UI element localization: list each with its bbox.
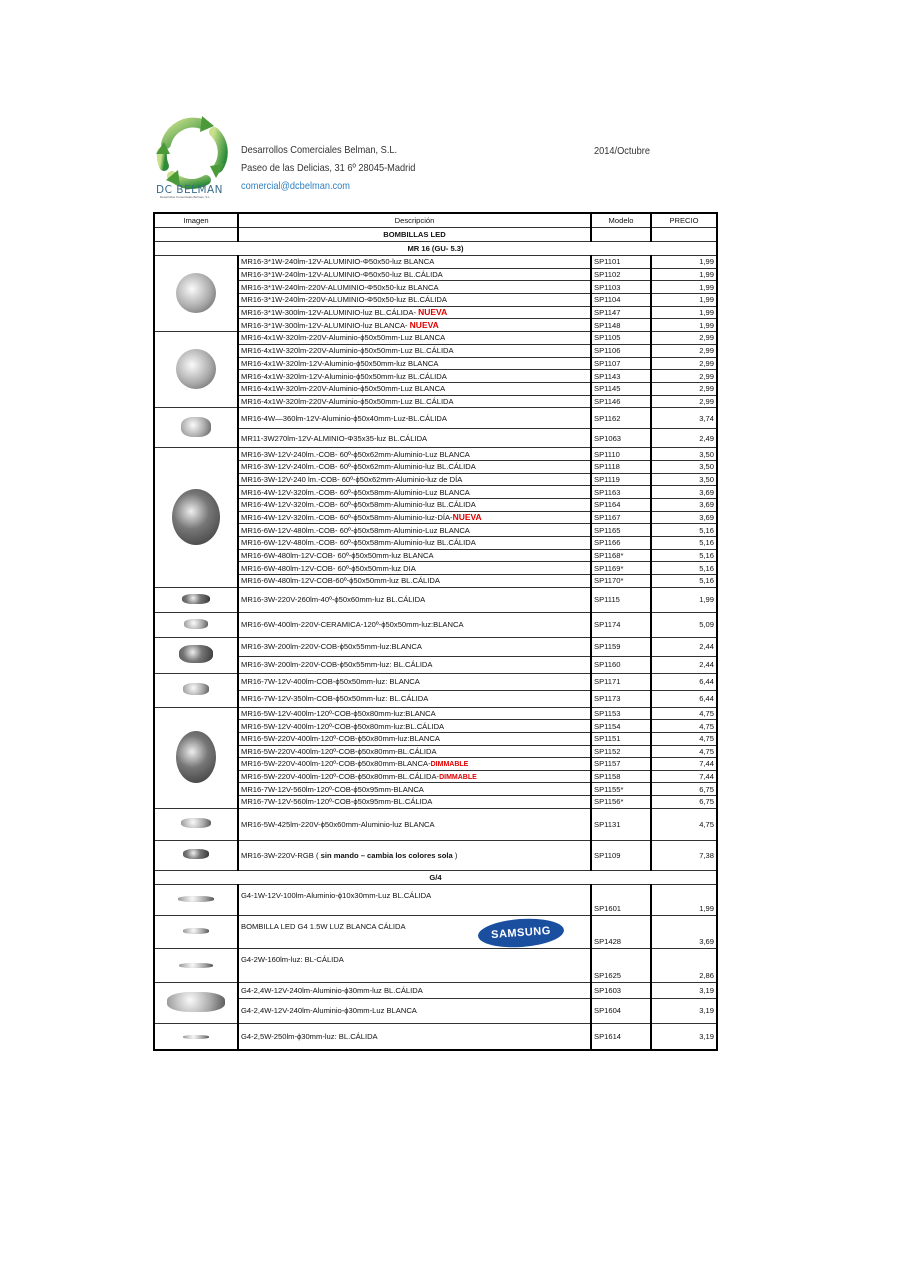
table-row [154, 690, 717, 707]
table-row [154, 344, 717, 357]
description-text: BOMBILLA LED G4 1.5W LUZ BLANCA CÁLIDA [241, 921, 406, 931]
product-description [238, 1023, 591, 1050]
product-description [238, 499, 591, 512]
product-model: SP1154 [591, 720, 651, 733]
product-description [238, 690, 591, 707]
company-name: Desarrollos Comerciales Belman, S.L. [241, 144, 398, 156]
description-text: MR16-3W-12V-240lm.-COB- 60º-ϕ50x62mm-Aluminio-luz BL.CÁLIDA [241, 462, 476, 472]
product-price: 7,44 [651, 770, 717, 783]
product-description [238, 840, 591, 870]
description-text: MR16-4x1W-320lm-220V-Aluminio-ϕ50x50mm-Luz BLANCA [241, 384, 446, 394]
table-row [154, 707, 717, 720]
table-row [154, 840, 717, 870]
product-price: 3,19 [651, 1023, 717, 1050]
section-row [154, 242, 717, 256]
table-row [154, 256, 717, 269]
description-text: MR16-3W-12V-240lm.-COB- 60º-ϕ50x62mm-Aluminio-Luz BLANCA [241, 449, 470, 459]
product-description [238, 408, 591, 429]
description-text: MR16-3*1W-240lm-12V-ALUMINIO-Φ50x50-luz BL.CÁLIDA [241, 270, 443, 280]
mr16-7w-bulb-image [183, 683, 209, 695]
description-text: MR16-6W-12V-480lm.-COB- 60º-ϕ50x58mm-Aluminio-luz BL.CÁLIDA [241, 538, 476, 548]
description-text: MR16-4W-12V-320lm.-COB- 60º-ϕ50x58mm-Aluminio-luz-DÍA- [241, 513, 453, 523]
product-model: SP1153 [591, 707, 651, 720]
product-model: SP1603 [591, 982, 651, 998]
product-price: 2,86 [651, 948, 717, 982]
mr16-5w-bulb-image [181, 818, 211, 828]
table-row [154, 884, 717, 915]
product-model: SP1119 [591, 473, 651, 486]
description-text: MR16-3W-200lm-220V-COB-ϕ50x55mm-luz:BLANCA [241, 642, 422, 652]
column-header-price: PRECIO [651, 213, 717, 228]
product-price: 3,50 [651, 473, 717, 486]
table-row [154, 524, 717, 537]
description-text: G4-2W-160lm-luz: BL-CÁLIDA [241, 954, 344, 964]
description-text: G4-2,4W-12V-240lm-Aluminio-ϕ30mm-luz BL.CÁLIDA [241, 985, 423, 995]
description-text: MR16-3*1W-240lm-12V-ALUMINIO-Φ50x50-luz BLANCA [241, 257, 435, 267]
product-model: SP1614 [591, 1023, 651, 1050]
product-model: SP1105 [591, 332, 651, 345]
product-description [238, 395, 591, 408]
table-row [154, 382, 717, 395]
description-text: MR16-6W-12V-480lm.-COB- 60º-ϕ50x58mm-Aluminio-Luz BLANCA [241, 525, 470, 535]
table-row [154, 795, 717, 808]
product-price: 3,19 [651, 982, 717, 998]
product-description [238, 268, 591, 281]
company-email[interactable]: comercial@dcbelman.com [241, 180, 351, 192]
table-row [154, 720, 717, 733]
product-model: SP1165 [591, 524, 651, 537]
product-price: 4,75 [651, 720, 717, 733]
table-row [154, 562, 717, 575]
product-description [238, 783, 591, 796]
description-bold-text: sin mando – cambia los colores sola [320, 850, 453, 860]
product-price: 2,44 [651, 656, 717, 673]
table-row [154, 408, 717, 429]
product-price: 6,44 [651, 673, 717, 690]
description-text: MR16-5W-425lm-220V-ϕ50x60mm-Aluminio-luz BLANCA [241, 819, 435, 829]
product-price: 1,99 [651, 884, 717, 915]
product-price: 5,16 [651, 562, 717, 575]
table-row [154, 575, 717, 588]
product-description [238, 344, 591, 357]
samsung-logo: SAMSUNG [477, 916, 565, 948]
dimmable-badge: DIMMABLE [430, 760, 469, 768]
description-text: MR16-3*1W-300lm-12V-ALUMINIO-luz BL.CÁLIDA- [241, 308, 419, 318]
product-description [238, 486, 591, 499]
description-text: MR16-5W-220V-400lm-120º-COB-ϕ50x80mm-BL.CÁLIDA- [241, 771, 440, 781]
description-text: MR16-7W-12V-560lm-120º-COB-ϕ50x95mm-BLANCA [241, 784, 424, 794]
price-table [153, 212, 718, 1051]
product-model: SP1143 [591, 370, 651, 383]
product-model: SP1155* [591, 783, 651, 796]
product-description [238, 998, 591, 1023]
product-model: SP1162 [591, 408, 651, 429]
product-model: SP1131 [591, 808, 651, 840]
mr16-3x1w-bulb-image [176, 273, 216, 313]
table-row [154, 673, 717, 690]
product-price: 1,99 [651, 281, 717, 294]
product-description [238, 448, 591, 461]
table-row [154, 319, 717, 332]
product-price: 2,99 [651, 344, 717, 357]
product-model: SP1171 [591, 673, 651, 690]
new-badge: NUEVA [452, 512, 482, 523]
logo-text: DC BELMAN [156, 184, 224, 196]
product-model: SP1173 [591, 690, 651, 707]
product-price: 1,99 [651, 268, 717, 281]
product-model: SP1103 [591, 281, 651, 294]
product-model: SP1604 [591, 998, 651, 1023]
product-price: 1,99 [651, 587, 717, 612]
mr16-smd-bulb-image [181, 417, 211, 437]
product-description [238, 370, 591, 383]
product-price: 5,16 [651, 524, 717, 537]
product-description [238, 382, 591, 395]
product-description [238, 745, 591, 758]
product-price: 6,75 [651, 783, 717, 796]
product-price: 4,75 [651, 808, 717, 840]
product-description [238, 758, 591, 771]
description-text: MR16-4x1W-320lm-12V-Aluminio-ϕ50x50mm-luz BLANCA [241, 358, 439, 368]
new-badge: NUEVA [418, 307, 448, 318]
table-row [154, 486, 717, 499]
product-model: SP1104 [591, 294, 651, 307]
description-text: MR16-4x1W-320lm-220V-Aluminio-ϕ50x50mm-Luz BL.CÁLIDA [241, 346, 454, 356]
g4-disc-bulb-image [167, 992, 225, 1012]
mr16-cob-220v-bulb-image [179, 645, 213, 663]
description-text: MR16-6W-480lm-12V-COB-60º-ϕ50x50mm-luz BL.CÁLIDA [241, 576, 440, 586]
table-row [154, 395, 717, 408]
product-model: SP1168* [591, 549, 651, 562]
product-description [238, 770, 591, 783]
description-text: MR16-3W-220V-RGB ( [241, 850, 321, 860]
product-description [238, 612, 591, 637]
description-text: MR16-3W-200lm-220V-COB-ϕ50x55mm-luz: BL.CÁLIDA [241, 660, 433, 670]
description-text: MR16-3W-220V-260lm-40º-ϕ50x60mm-luz BL.CÁLIDA [241, 595, 426, 605]
description-text: MR16-3W-12V-240 lm.-COB- 60º-ϕ50x62mm-Aluminio-luz de DÍA [241, 474, 463, 484]
product-model: SP1159 [591, 637, 651, 656]
table-row [154, 587, 717, 612]
description-text: G4-2,4W-12V-240lm-Aluminio-ϕ30mm-Luz BLANCA [241, 1006, 417, 1016]
product-price: 4,75 [651, 707, 717, 720]
description-text: MR16-4W-12V-320lm.-COB- 60º-ϕ50x58mm-Aluminio-luz BL.CÁLIDA [241, 500, 476, 510]
logo-subtext: Desarrollos Comerciales Belman, S.L. [160, 195, 211, 199]
product-description [238, 281, 591, 294]
table-row [154, 1023, 717, 1050]
product-model: SP1106 [591, 344, 651, 357]
product-model: SP1157 [591, 758, 651, 771]
product-description [238, 795, 591, 808]
product-price: 5,16 [651, 537, 717, 550]
product-model: SP1107 [591, 357, 651, 370]
product-description [238, 656, 591, 673]
product-price: 6,75 [651, 795, 717, 808]
product-price: 7,44 [651, 758, 717, 771]
product-price: 4,75 [651, 745, 717, 758]
product-price: 2,99 [651, 332, 717, 345]
product-price: 3,69 [651, 511, 717, 524]
table-row [154, 537, 717, 550]
product-description [238, 294, 591, 307]
product-model: SP1601 [591, 884, 651, 915]
description-text: MR16-5W-220V-400lm-120º-COB-ϕ50x80mm-BLANCA- [241, 758, 431, 768]
product-model: SP1115 [591, 587, 651, 612]
description-text: MR16-6W-400lm-220V-CERAMICA-120º-ϕ50x50mm-luz:BLANCA [241, 620, 464, 630]
description-text: MR16-5W-12V-400lm-120º-COB-ϕ50x80mm-luz:BLANCA [241, 709, 436, 719]
product-description [238, 562, 591, 575]
product-description [238, 948, 591, 982]
mr16-rgb-bulb-image [183, 849, 209, 859]
table-row [154, 370, 717, 383]
table-row [154, 549, 717, 562]
description-text: MR16-7W-12V-560lm-120º-COB-ϕ50x95mm-BL.CÁLIDA [241, 797, 433, 807]
product-price: 3,19 [651, 998, 717, 1023]
description-text: G4-2,5W-250lm-ϕ30mm-luz: BL.CÁLIDA [241, 1031, 378, 1041]
product-model: SP1160 [591, 656, 651, 673]
table-row [154, 294, 717, 307]
product-price: 3,74 [651, 408, 717, 429]
category-title: BOMBILLAS LED [238, 228, 591, 242]
section-title: MR 16 (GU- 5.3) [154, 242, 717, 256]
description-text: MR16-4W-12V-320lm.-COB- 60º-ϕ50x58mm-Aluminio-Luz BLANCA [241, 487, 470, 497]
description-text: MR16-6W-480lm-12V-COB- 60º-ϕ50x50mm-luz DIA [241, 563, 416, 573]
description-text: MR16-7W-12V-350lm-COB-ϕ50x50mm-luz: BL.CÁLIDA [241, 694, 429, 704]
g4-2w-bulb-image [179, 963, 213, 968]
product-model: SP1170* [591, 575, 651, 588]
product-model: SP1167 [591, 511, 651, 524]
product-model: SP1169* [591, 562, 651, 575]
product-price: 2,44 [651, 637, 717, 656]
product-model: SP1109 [591, 840, 651, 870]
table-row [154, 915, 717, 948]
mr16-4x1w-bulb-image [176, 349, 216, 389]
table-row [154, 448, 717, 461]
product-model: SP1063 [591, 429, 651, 448]
product-price: 2,99 [651, 357, 717, 370]
mr16-120deg-bulb-image [176, 731, 216, 783]
product-description [238, 587, 591, 612]
product-price: 5,09 [651, 612, 717, 637]
product-model: SP1151 [591, 733, 651, 746]
table-row [154, 511, 717, 524]
column-header-model: Modelo [591, 213, 651, 228]
table-row [154, 460, 717, 473]
table-row [154, 637, 717, 656]
table-row [154, 268, 717, 281]
table-row [154, 733, 717, 746]
product-model: SP1152 [591, 745, 651, 758]
description-text: MR16-6W-480lm-12V-COB- 60º-ϕ50x50mm-luz BLANCA [241, 551, 434, 561]
company-address: Paseo de las Delicias, 31 6º 28045-Madrid [241, 162, 416, 174]
product-price: 3,50 [651, 460, 717, 473]
description-text: MR16-3*1W-300lm-12V-ALUMINIO-luz BLANCA- [241, 320, 410, 330]
description-text: MR16-3*1W-240lm-220V-ALUMINIO-Φ50x50-luz BLANCA [241, 282, 439, 292]
product-description [238, 332, 591, 345]
product-price: 6,44 [651, 690, 717, 707]
table-row [154, 783, 717, 796]
product-price: 1,99 [651, 319, 717, 332]
product-price: 3,69 [651, 915, 717, 948]
table-row [154, 982, 717, 998]
description-text: MR16-4W—360lm-12V-Aluminio-ϕ50x40mm-Luz-BL.CÁLIDA [241, 413, 447, 423]
document-date: 2014/Octubre [594, 145, 651, 157]
mr16-220v-bulb-image [182, 594, 210, 604]
table-header-row [154, 213, 717, 228]
product-model: SP1145 [591, 382, 651, 395]
product-model: SP1118 [591, 460, 651, 473]
product-description [238, 884, 591, 915]
column-header-description: Descripción [238, 213, 591, 228]
category-row [154, 228, 717, 242]
table-row [154, 429, 717, 448]
dimmable-badge: DIMMABLE [439, 773, 477, 781]
product-description [238, 707, 591, 720]
table-row [154, 948, 717, 982]
product-price: 1,99 [651, 306, 717, 319]
section-title: G/4 [154, 870, 717, 884]
table-row [154, 473, 717, 486]
product-model: SP1174 [591, 612, 651, 637]
section-row [154, 870, 717, 884]
product-model: SP1164 [591, 499, 651, 512]
table-row [154, 332, 717, 345]
description-text: MR16-4x1W-320lm-220V-Aluminio-ϕ50x50mm-Luz BL.CÁLIDA [241, 396, 454, 406]
product-price: 1,99 [651, 256, 717, 269]
table-row [154, 499, 717, 512]
product-model: SP1146 [591, 395, 651, 408]
mr16-cob-bulb-image [172, 489, 220, 545]
product-description [238, 511, 591, 524]
product-price: 4,75 [651, 733, 717, 746]
column-header-image: Imagen [154, 213, 238, 228]
product-price: 2,99 [651, 382, 717, 395]
product-model: SP1166 [591, 537, 651, 550]
description-text: MR16-4x1W-320lm-220V-Aluminio-ϕ50x50mm-Luz BLANCA [241, 333, 446, 343]
description-end-text: ) [452, 850, 458, 860]
new-badge: NUEVA [409, 319, 439, 330]
product-price: 2,99 [651, 395, 717, 408]
product-description [238, 256, 591, 269]
product-description [238, 537, 591, 550]
product-price: 3,50 [651, 448, 717, 461]
product-description [238, 524, 591, 537]
product-model: SP1148 [591, 319, 651, 332]
table-row [154, 306, 717, 319]
product-price: 3,69 [651, 499, 717, 512]
product-price: 7,38 [651, 840, 717, 870]
table-row [154, 281, 717, 294]
product-model: SP1625 [591, 948, 651, 982]
product-description [238, 982, 591, 998]
product-model: SP1428 [591, 915, 651, 948]
product-price: 2,49 [651, 429, 717, 448]
product-description [238, 637, 591, 656]
description-text: MR16-3*1W-240lm-220V-ALUMINIO-Φ50x50-luz BL.CÁLIDA [241, 295, 447, 305]
table-row [154, 770, 717, 783]
product-model: SP1101 [591, 256, 651, 269]
g4-1w-bulb-image [178, 896, 214, 902]
table-row [154, 758, 717, 771]
product-description [238, 575, 591, 588]
description-text: G4-1W-12V-100lm-Aluminio-ϕ10x30mm-Luz BL.CÁLIDA [241, 890, 432, 900]
product-model: SP1156* [591, 795, 651, 808]
product-description [238, 733, 591, 746]
table-row [154, 998, 717, 1023]
product-price: 5,16 [651, 549, 717, 562]
product-description [238, 473, 591, 486]
product-description [238, 720, 591, 733]
product-price: 5,16 [651, 575, 717, 588]
table-row [154, 745, 717, 758]
product-description [238, 429, 591, 448]
product-description [238, 673, 591, 690]
description-text: MR11-3W270lm-12V-ALMINIO-Φ35x35-luz BL.CÁLIDA [241, 433, 428, 443]
table-row [154, 612, 717, 637]
product-description [238, 306, 591, 319]
product-model: SP1163 [591, 486, 651, 499]
g4-samsung-bulb-image [183, 928, 209, 934]
description-text: MR16-5W-220V-400lm-120º-COB-ϕ50x80mm-BL.CÁLIDA [241, 746, 437, 756]
table-row [154, 656, 717, 673]
product-model: SP1147 [591, 306, 651, 319]
product-model: SP1102 [591, 268, 651, 281]
product-model: SP1110 [591, 448, 651, 461]
description-text: MR16-5W-12V-400lm-120º-COB-ϕ50x80mm-luz:BL.CÁLIDA [241, 721, 445, 731]
table-row [154, 357, 717, 370]
mr16-ceramic-bulb-image [184, 619, 208, 629]
description-text: MR16-4x1W-320lm-12V-Aluminio-ϕ50x50mm-luz BL.CÁLIDA [241, 371, 447, 381]
description-text: MR16-7W-12V-400lm-COB-ϕ50x50mm-luz: BLANCA [241, 677, 420, 687]
product-description [238, 357, 591, 370]
product-price: 1,99 [651, 294, 717, 307]
product-description [238, 460, 591, 473]
product-model: SP1158 [591, 770, 651, 783]
product-price: 3,69 [651, 486, 717, 499]
g4-2-5w-bulb-image [183, 1035, 209, 1039]
product-price: 2,99 [651, 370, 717, 383]
product-description [238, 549, 591, 562]
product-description [238, 319, 591, 332]
product-description [238, 915, 591, 948]
product-description [238, 808, 591, 840]
description-text: MR16-5W-220V-400lm-120º-COB-ϕ50x80mm-luz:BLANCA [241, 734, 440, 744]
table-row [154, 808, 717, 840]
